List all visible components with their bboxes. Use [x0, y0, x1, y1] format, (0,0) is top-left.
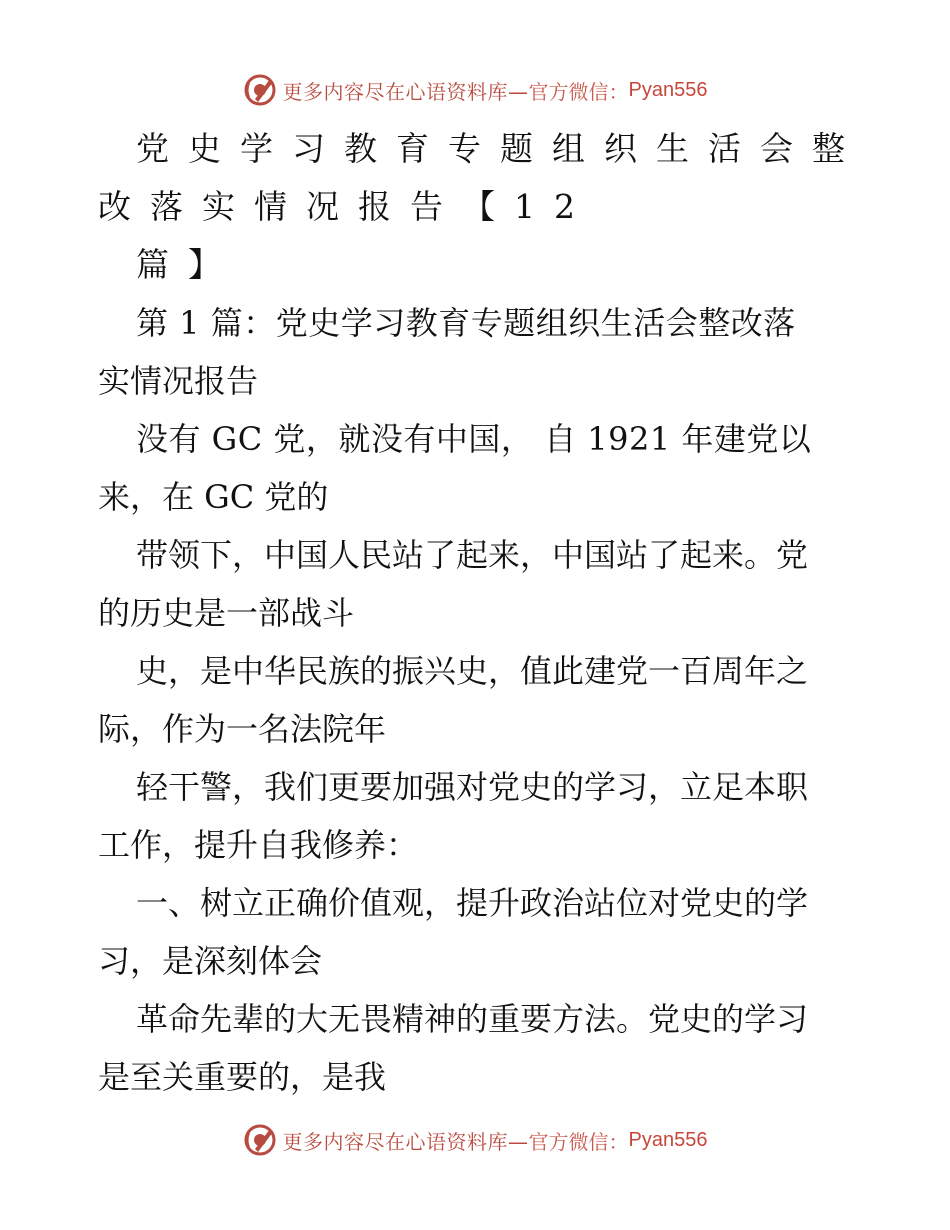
doc-title-line-3: 篇】: [136, 245, 240, 284]
text-line: 没有 GC 党，就没有中国， 自 1921 年建党以: [136, 420, 812, 458]
text-line: 际，作为一名法院年: [98, 710, 387, 748]
wechat-label: 官方微信：: [528, 1129, 629, 1154]
footer-banner: [0, 1122, 950, 1158]
wechat-label: 官方微信：: [528, 79, 629, 104]
header-banner: [0, 72, 950, 108]
text-line: 革命先辈的大无畏精神的重要方法。党史的学习: [136, 1000, 809, 1038]
document-body: [98, 120, 864, 1106]
doc-title-line-2: 改落实情况报告【12: [98, 187, 594, 226]
text-line: 习，是深刻体会: [98, 942, 323, 980]
text-line: 史，是中华民族的振兴史，值此建党一百周年之: [136, 652, 809, 690]
banner-text: 更多内容尽在心语资料库—: [282, 1129, 529, 1154]
text-line: 带领下，中国人民站了起来，中国站了起来。党: [136, 536, 809, 574]
pen-logo-icon: [243, 73, 277, 107]
wechat-id: Pyan556: [628, 1128, 708, 1151]
doc-title-line-1: 党史学习教育专题组织生活会整: [136, 129, 864, 168]
text-line: 工作，提升自我修养：: [98, 826, 419, 864]
text-line: 的历史是一部战斗: [98, 594, 355, 632]
text-line: 一、树立正确价值观，提升政治站位对党史的学: [136, 884, 809, 922]
banner-text: 更多内容尽在心语资料库—: [282, 79, 529, 104]
wechat-id: Pyan556: [628, 78, 708, 101]
text-line: 实情况报告: [98, 362, 259, 400]
text-line: 来，在 GC 党的: [98, 478, 329, 516]
text-line: 第 1 篇：党史学习教育专题组织生活会整改落: [136, 304, 796, 342]
text-line: 轻干警，我们更要加强对党史的学习，立足本职: [136, 768, 809, 806]
text-line: 是至关重要的，是我: [98, 1058, 387, 1096]
pen-logo-icon: [243, 1123, 277, 1157]
